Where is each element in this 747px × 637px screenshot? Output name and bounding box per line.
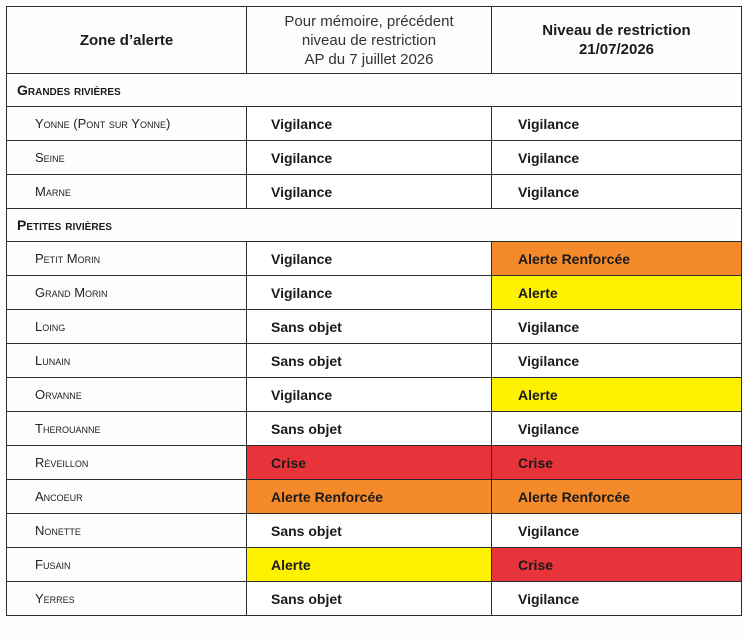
current-level-cell: Vigilance [492, 582, 742, 616]
table-body [7, 74, 742, 616]
zone-name: Ancoeur [7, 480, 247, 514]
current-level-cell: Crise [492, 548, 742, 582]
current-level-cell: Alerte Renforcée [492, 242, 742, 276]
header-zone-label: Zone d’alerte [79, 31, 174, 49]
table-row [7, 175, 742, 209]
zone-name: Seine [7, 141, 247, 175]
header-current-line-1: Niveau de restriction [542, 22, 691, 39]
table-row [7, 310, 742, 344]
previous-level-cell: Vigilance [247, 276, 492, 310]
header-previous-level [247, 7, 492, 74]
previous-level-cell: Sans objet [247, 310, 492, 344]
table-row [7, 378, 742, 412]
current-level-cell: Vigilance [492, 107, 742, 141]
table-row [7, 412, 742, 446]
table-row [7, 480, 742, 514]
zone-name: Lunain [7, 344, 247, 378]
table-row [7, 276, 742, 310]
current-level-cell: Vigilance [492, 141, 742, 175]
header-previous-line-1: Pour mémoire, précédent [284, 12, 454, 30]
previous-level-cell: Sans objet [247, 344, 492, 378]
table-row [7, 344, 742, 378]
table-row [7, 548, 742, 582]
previous-level-cell: Sans objet [247, 582, 492, 616]
current-level-cell: Vigilance [492, 412, 742, 446]
zone-name: Grand Morin [7, 276, 247, 310]
zone-name: Yerres [7, 582, 247, 616]
zone-name: Nonette [7, 514, 247, 548]
table-row [7, 582, 742, 616]
previous-level-cell: Vigilance [247, 242, 492, 276]
header-previous-line-2: niveau de restriction [301, 31, 437, 49]
table-row [7, 141, 742, 175]
previous-level-cell: Vigilance [247, 378, 492, 412]
table-row [7, 446, 742, 480]
previous-level-cell: Sans objet [247, 412, 492, 446]
current-level-cell: Crise [492, 446, 742, 480]
previous-level-cell: Alerte [247, 548, 492, 582]
table-row [7, 107, 742, 141]
zone-name: Fusain [7, 548, 247, 582]
section-row [7, 74, 742, 107]
section-title: Grandes rivières [7, 74, 742, 107]
previous-level-cell: Alerte Renforcée [247, 480, 492, 514]
restriction-table [6, 6, 742, 616]
current-level-cell: Alerte Renforcée [492, 480, 742, 514]
previous-level-cell: Vigilance [247, 175, 492, 209]
table-row [7, 514, 742, 548]
zone-name: Orvanne [7, 378, 247, 412]
header-current-level [492, 7, 742, 74]
previous-level-cell: Crise [247, 446, 492, 480]
previous-level-cell: Vigilance [247, 141, 492, 175]
zone-name: Réveillon [7, 446, 247, 480]
table-header-row [7, 7, 742, 74]
table-row [7, 242, 742, 276]
zone-name: Loing [7, 310, 247, 344]
current-level-cell: Vigilance [492, 514, 742, 548]
current-level-cell: Vigilance [492, 344, 742, 378]
zone-name: Petit Morin [7, 242, 247, 276]
previous-level-cell: Vigilance [247, 107, 492, 141]
header-previous-line-3: AP du 7 juillet 2026 [304, 50, 434, 68]
zone-name: Yonne (Pont sur Yonne) [7, 107, 247, 141]
current-level-cell: Vigilance [492, 175, 742, 209]
previous-level-cell: Sans objet [247, 514, 492, 548]
zone-name: Therouanne [7, 412, 247, 446]
zone-name: Marne [7, 175, 247, 209]
section-title: Petites rivières [7, 209, 742, 242]
section-row [7, 209, 742, 242]
header-zone [7, 7, 247, 74]
current-level-cell: Alerte [492, 276, 742, 310]
current-level-cell: Vigilance [492, 310, 742, 344]
current-level-cell: Alerte [492, 378, 742, 412]
header-current-line-2: 21/07/2026 [578, 41, 655, 58]
